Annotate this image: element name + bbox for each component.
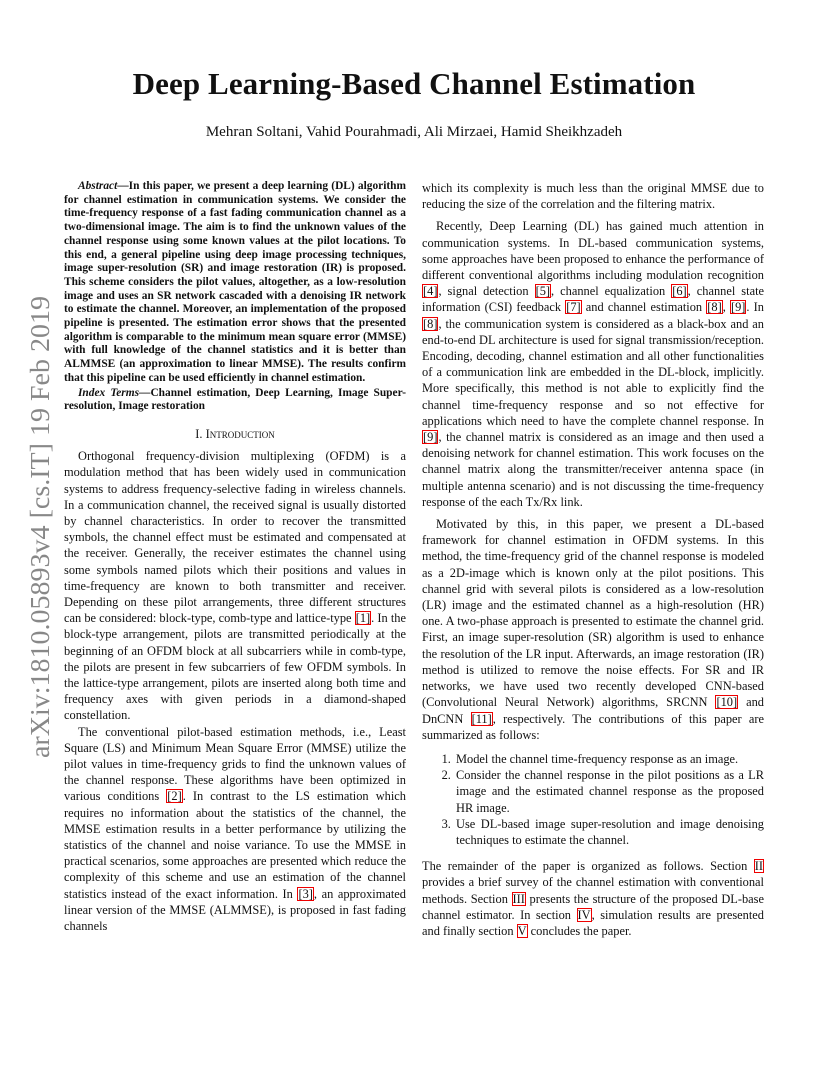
- list-item: 2. Consider the channel response in the pilot positions as a LR image and the estimated channel response as the proposed HR image.: [454, 767, 764, 816]
- section-link[interactable]: V: [517, 923, 527, 938]
- paragraph-text: , the communication system is considered as a black-box and an end-to-end DL architecture is used for signal transmission/reception. Encoding, decoding, channel estimation and all other functionalities of a communication link are embedded in the DL-block, implicitly. More specifically, this method is not able to explicitly find the channel time-frequency response and so not effective for applications which need to have the complete channel response. In: [422, 316, 764, 428]
- list-item: 3. Use DL-based image super-resolution and image denoising techniques to estimate the channel.: [454, 816, 764, 848]
- paragraph-text: , simulation results are presented and finally section: [422, 907, 764, 938]
- paragraph-text: Motivated by this, in this paper, we present a DL-based framework for channel estimation in OFDM systems. In this method, the time-frequency grid of the channel response is modeled as a 2D-image which is known only at the pilot positions. This channel grid with several pilots is considered as a low-resolution (LR) image and the estimated channel as a high-resolution (HR) one. A two-phase approach is presented to estimate the channel grid. First, an image super-resolution (SR) algorithm is used to enhance the resolution of the LR input. Afterwards, an image restoration (IR) method is utilized to remove the noise effects. For SR and IR networks, we have used two recently developed CNN-based (Convolutional Neural Network) algorithms, SRCNN: [422, 517, 764, 710]
- paragraph-text: , channel equalization: [551, 284, 672, 299]
- abstract-text: —In this paper, we present a deep learning (DL) algorithm for channel estimation in communication systems. We consider the time-frequency response of a fast fading communication channel as a two-dimensional image. The aim is to find the unknown values of the channel response using some known values at the pilot locations. To this end, a general pipeline using deep image processing techniques, image super-resolution (SR) and image restoration (IR) is proposed. This scheme considers the pilot values, altogether, as a low-resolution image and uses an SR network cascaded with a denoising IR network to estimate the channel. Moreover, an implementation of the proposed pipeline is presented. The estimation error shows that the presented algorithm is comparable to the minimum mean square error (MMSE) with full knowledge of the channel statistics and it is better than ALMMSE (an approximation to linear MMSE). The results confirm that this pipeline can be used efficiently in channel estimation.: [64, 180, 406, 384]
- citation-link[interactable]: [9]: [423, 430, 438, 445]
- paragraph-text: , channel state information (CSI) feedback: [422, 284, 765, 315]
- citation-link[interactable]: [1]: [355, 611, 371, 626]
- section-number: I.: [195, 426, 206, 441]
- paper-title: Deep Learning-Based Channel Estimation: [132, 66, 696, 101]
- paragraph-text: and channel estimation: [581, 300, 707, 315]
- citation-link[interactable]: [7]: [566, 300, 581, 315]
- section-link[interactable]: II: [754, 859, 763, 874]
- paragraph-text: , the channel matrix is considered as an image and then used a denoising network for channel estimation. This work focuses on the channel matrix along the transmitter/receiver antenna space (in multiple antenna scenario) and is not discussing the time-frequency response of the each Tx/Rx link.: [422, 430, 764, 509]
- arxiv-side-stamp: [22, 296, 58, 758]
- citation-link[interactable]: [10]: [716, 695, 738, 710]
- citation-link[interactable]: [8]: [707, 300, 722, 315]
- citation-link[interactable]: [9]: [730, 300, 746, 315]
- paragraph-text: presents the structure of the proposed DL-base channel estimator. In section: [422, 891, 764, 922]
- citation-link[interactable]: [5]: [535, 284, 551, 299]
- paragraph-text: Recently, Deep Learning (DL) has gained much attention in communication systems. In DL-based communication systems, some approaches have been proposed to enhance the performance of different conventional algorithms including modulation recognition: [422, 219, 764, 283]
- index-terms: [64, 387, 406, 414]
- paragraph-text: . In the block-type arrangement, pilots are transmitted periodically at the beginning of an OFDM block at all subcarriers while in comb-type, the pilots are present in few subcarriers of few OFDM symbols. In the lattice-type arrangement, pilots are inserted along both time and frequency axes with given periods in a diamond-shaped constellation.: [64, 611, 406, 723]
- section-link[interactable]: IV: [577, 907, 591, 922]
- intro-paragraph-4: [422, 516, 764, 743]
- paragraph-text: The remainder of the paper is organized as follows. Section: [422, 859, 754, 874]
- citation-link[interactable]: [3]: [298, 886, 313, 901]
- paragraph-text: The conventional pilot-based estimation methods, i.e., Least Square (LS) and Minimum Mean Square Error (MMSE) utilize the pilot values in time-frequency grids to find the unknown values of the channel response. These algorithms have been optimized in various conditions: [64, 724, 406, 804]
- paragraph-text: , an approximated linear version of the MMSE (ALMMSE), is proposed in fast fading channels: [64, 886, 406, 934]
- section-heading-introduction: [64, 426, 406, 442]
- abstract-heading: Abstract: [78, 180, 118, 192]
- paragraph-text: , respectively. The contributions of this paper are summarized as follows:: [422, 711, 765, 742]
- arxiv-stamp-svg: [22, 296, 58, 758]
- author-list: Mehran Soltani, Vahid Pourahmadi, Ali Mirzaei, Hamid Sheikhzadeh: [205, 124, 623, 140]
- section-name: Introduction: [205, 426, 275, 441]
- intro-paragraph-2: [64, 724, 406, 935]
- citation-link[interactable]: [8]: [423, 316, 438, 331]
- right-column: [422, 180, 764, 939]
- intro-paragraph-2-continued: which its complexity is much less than the original MMSE due to reducing the size of the correlation and the filtering matrix.: [422, 181, 764, 212]
- citation-link[interactable]: [6]: [672, 284, 687, 299]
- index-terms-heading: Index Terms: [78, 386, 140, 399]
- paragraph-text: , signal detection: [438, 284, 535, 299]
- citation-link[interactable]: [11]: [471, 711, 492, 726]
- paragraph-text: provides a brief survey of the channel estimation with conventional methods. Section: [422, 875, 764, 906]
- index-terms-text: —Channel estimation, Deep Learning, Image Super-resolution, Image restoration: [64, 386, 406, 413]
- paragraph-text: concludes the paper.: [527, 923, 632, 938]
- paragraph-text: . In contrast to the LS estimation which requires no information about the statistics of the channel, the MMSE estimation results in a better performance by utilizing the statistics of the channel and noise variance. To use the MMSE in practical scenarios, some approaches are presented which reduce the complexity of this scheme and use an estimation of the channel statistics instead of the exact information. In: [64, 789, 406, 901]
- paragraph-text: Orthogonal frequency-division multiplexing (OFDM) is a modulation method that has been widely used in communication systems to address frequency-selective fading in wireless channels. In a communication channel, the received signal is usually distorted by channel characteristics. In order to recover the transmitted symbols, the channel effect must be estimated and compensated at the receiver. Generally, the receiver estimates the channel using some symbols named pilots which their positions and values in time-frequency are known to both transmitter and receiver. Depending on these pilot arrangements, three different structures can be considered: block-type, comb-type and lattice-type: [64, 449, 406, 626]
- list-item: 1. Model the channel time-frequency response as an image.: [454, 751, 764, 767]
- intro-paragraph-1: [64, 448, 406, 723]
- citation-link[interactable]: [4]: [423, 284, 438, 299]
- intro-paragraph-5: [422, 858, 764, 939]
- paragraph-text: . In: [746, 300, 764, 315]
- arxiv-stamp-text: arXiv:1810.05893v4 [cs.IT] 19 Feb 2019: [25, 312, 55, 758]
- abstract: [64, 180, 406, 386]
- paragraph-text: and DnCNN: [422, 695, 764, 726]
- citation-link[interactable]: [2]: [167, 789, 182, 804]
- paragraph-text: ,: [722, 300, 730, 315]
- left-column: [64, 180, 406, 934]
- contribution-list: [422, 751, 764, 848]
- intro-paragraph-3: [422, 218, 764, 510]
- section-link[interactable]: III: [512, 891, 525, 906]
